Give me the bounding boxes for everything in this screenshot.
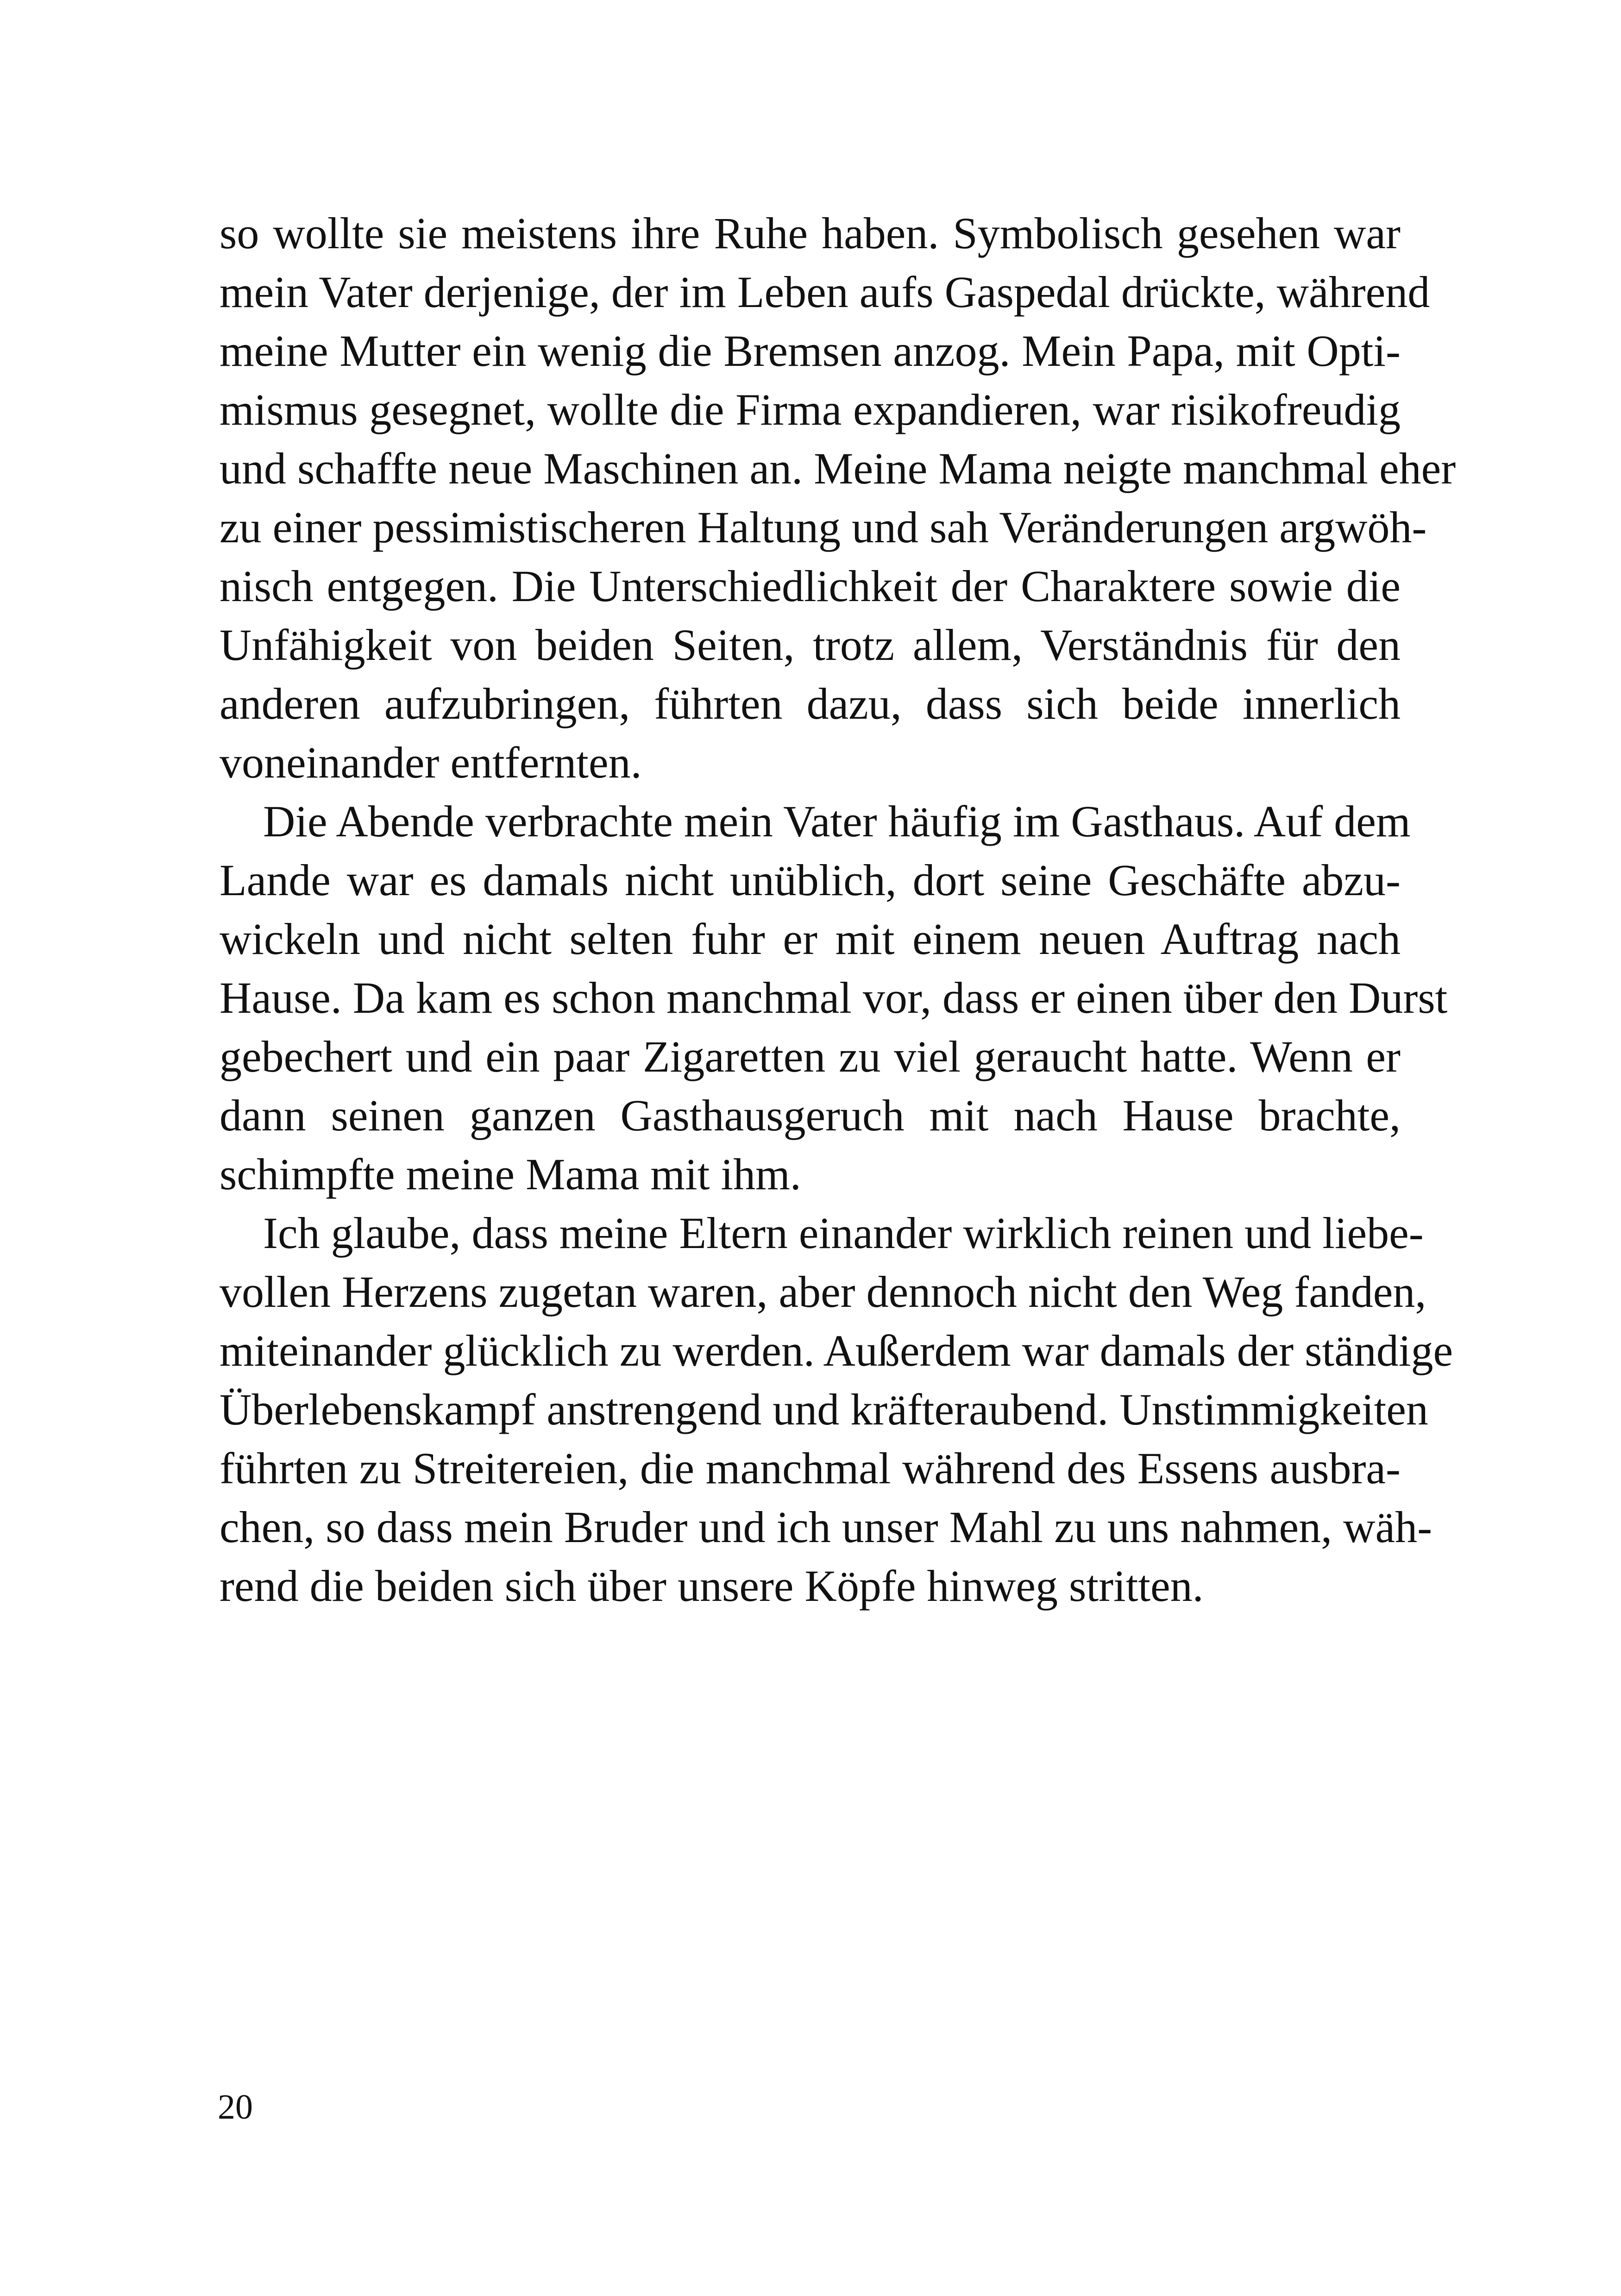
body-text [220, 204, 1456, 1615]
text-line: wickeln und nicht selten fuhr er mit einem neuen Auftrag nach [220, 914, 1401, 964]
text-line: nisch entgegen. Die Unterschiedlichkeit der Charaktere sowie die [220, 561, 1401, 611]
page-number: 20 [218, 2088, 253, 2127]
text-line: Lande war es damals nicht unüblich, dort seine Geschäfte abzu- [220, 855, 1401, 905]
text-line: miteinander glücklich zu werden. Außerdem war damals der ständige [220, 1326, 1453, 1375]
text-line: gebechert und ein paar Zigaretten zu viel geraucht hatte. Wenn er [220, 1032, 1401, 1081]
text-line: Hause. Da kam es schon manchmal vor, dass er einen über den Durst [220, 973, 1448, 1023]
text-line: rend die beiden sich über unsere Köpfe hinweg stritten. [220, 1561, 1204, 1611]
text-line: führten zu Streitereien, die manchmal während des Essens ausbra- [220, 1443, 1401, 1493]
text-line: chen, so dass mein Bruder und ich unser Mahl zu uns nahmen, wäh- [220, 1502, 1433, 1552]
text-line: vollen Herzens zugetan waren, aber dennoch nicht den Weg fanden, [220, 1267, 1426, 1317]
text-line: zu einer pessimistischeren Haltung und sah Veränderungen argwöh- [220, 502, 1427, 552]
text-line: Unfähigkeit von beiden Seiten, trotz allem, Verständnis für den [220, 620, 1401, 670]
text-line: Überlebenskampf anstrengend und kräfteraubend. Unstimmigkeiten [220, 1385, 1428, 1434]
text-line: voneinander entfernten. [220, 738, 642, 787]
text-line: so wollte sie meistens ihre Ruhe haben. Symbolisch gesehen war [220, 208, 1401, 258]
text-line: Die Abende verbrachte mein Vater häufig im Gasthaus. Auf dem [263, 797, 1411, 846]
text-line: anderen aufzubringen, führten dazu, dass sich beide innerlich [220, 679, 1401, 728]
text-line: mismus gesegnet, wollte die Firma expandieren, war risikofreudig [220, 385, 1401, 434]
text-line: Ich glaube, dass meine Eltern einander wirklich reinen und liebe- [263, 1208, 1424, 1258]
text-line: schimpfte meine Mama mit ihm. [220, 1149, 801, 1199]
text-line: dann seinen ganzen Gasthausgeruch mit nach Hause brachte, [220, 1091, 1401, 1140]
text-line: und schaffte neue Maschinen an. Meine Mama neigte manchmal eher [220, 444, 1456, 493]
text-line: mein Vater derjenige, der im Leben aufs Gaspedal drückte, während [220, 267, 1430, 317]
text-line: meine Mutter ein wenig die Bremsen anzog. Mein Papa, mit Opti- [220, 326, 1401, 376]
